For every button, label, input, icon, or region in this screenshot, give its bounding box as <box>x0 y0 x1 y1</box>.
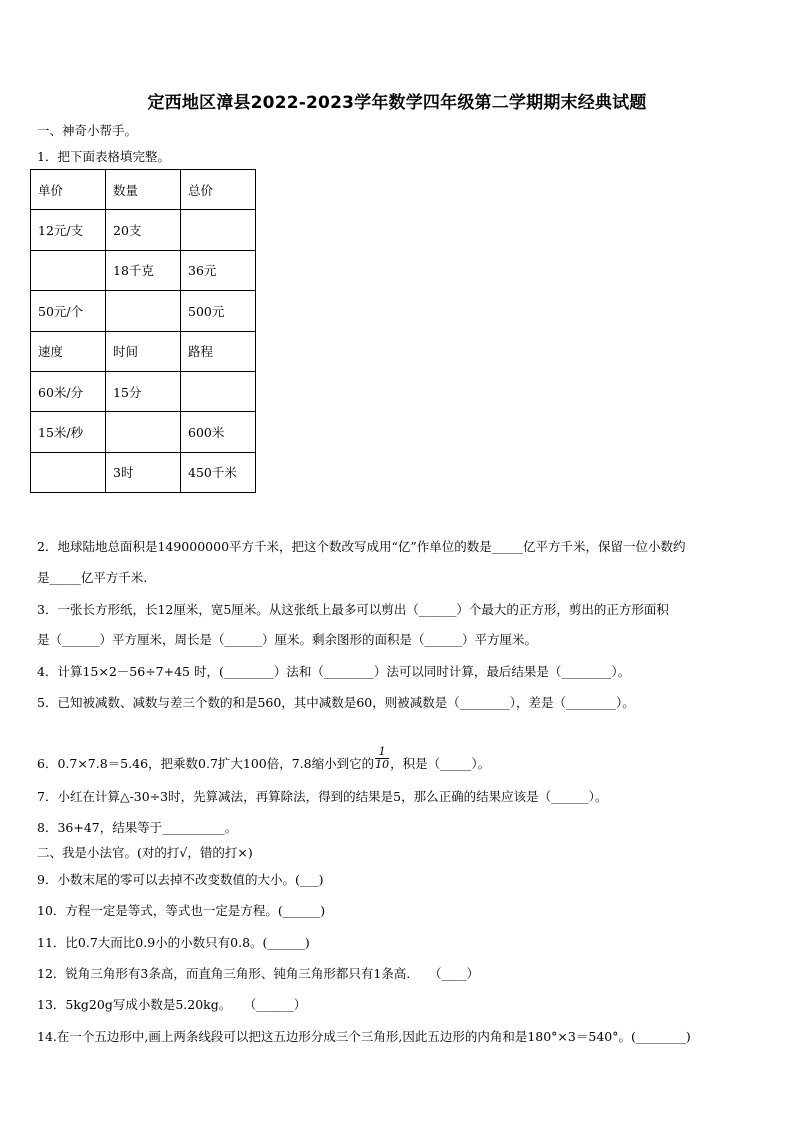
question-6-text: 6．0.7×7.8＝5.46，把乘数0.7扩大100倍，7.8缩小到它的 <box>37 756 375 771</box>
question-2-line-1: 2．地球陆地总面积是149000000平方千米，把这个数改写成用“亿”作单位的数是_____亿平方千米，保留一位小数约 <box>37 539 686 554</box>
table-cell: 单价 <box>31 170 106 210</box>
question-10: 10．方程一定是等式，等式也一定是方程。(______) <box>37 903 326 918</box>
question-3-line-1: 3．一张长方形纸，长12厘米，宽5厘米。从这张纸上最多可以剪出（______）个最大的正方形，剪出的正方形面积 <box>37 602 669 617</box>
question-3-line-2: 是（______）平方厘米，周长是（______）厘米。剩余图形的面积是（______）平方厘米。 <box>37 632 538 647</box>
table-cell: 15分 <box>106 371 181 411</box>
table-cell: 500元 <box>181 291 256 331</box>
question-13: 13．5kg20g写成小数是5.20kg。 （______） <box>37 997 307 1012</box>
question-12: 12．锐角三角形有3条高，而直角三角形、钝角三角形都只有1条高. （____） <box>37 966 480 981</box>
page-title: 定西地区漳县2022-2023学年数学四年级第二学期期末经典试题 <box>147 93 647 113</box>
question-11: 11．比0.7大而比0.9小的小数只有0.8。(______) <box>37 935 310 950</box>
question-14: 14.在一个五边形中,画上两条线段可以把这五边形分成三个三角形,因此五边形的内角和是180°×3＝540°。(________) <box>37 1029 691 1044</box>
table-cell: 20支 <box>106 210 181 250</box>
table-row <box>31 331 256 371</box>
fraction-numerator: 1 <box>375 746 389 759</box>
question-8: 8．36+47，结果等于__________。 <box>37 820 238 835</box>
table-row <box>31 170 256 210</box>
question-9: 9．小数末尾的零可以去掉不改变数值的大小。(___) <box>37 872 324 887</box>
table-cell: 12元/支 <box>31 210 106 250</box>
question-7: 7．小红在计算△-30÷3时，先算减法，再算除法，得到的结果是5，那么正确的结果应该是（______）。 <box>37 789 608 804</box>
table-cell: 3时 <box>106 452 181 492</box>
table-row <box>31 291 256 331</box>
table-row <box>31 452 256 492</box>
table-row <box>31 371 256 411</box>
question-6 <box>37 745 491 777</box>
fraction-denominator: 10 <box>375 758 390 771</box>
table-cell <box>31 452 106 492</box>
question-4: 4．计算15×2－56÷7+45 时，(________）法和（________）法可以同时计算，最后结果是（________）。 <box>37 664 631 679</box>
section-2-heading: 二、我是小法官。(对的打√，错的打×) <box>37 845 253 860</box>
table-row <box>31 210 256 250</box>
table-cell <box>31 250 106 290</box>
fraction-one-tenth <box>375 746 389 771</box>
table-cell: 速度 <box>31 331 106 371</box>
table-cell: 600米 <box>181 412 256 452</box>
table-cell <box>181 210 256 250</box>
table-cell: 18千克 <box>106 250 181 290</box>
table-row <box>31 412 256 452</box>
table-cell: 60米/分 <box>31 371 106 411</box>
section-1-heading: 一、神奇小帮手。 <box>37 123 138 138</box>
table-cell: 数量 <box>106 170 181 210</box>
question-5: 5．已知被减数、减数与差三个数的和是560，其中减数是60，则被减数是（________），差是（________）。 <box>37 695 635 710</box>
table-cell: 15米/秒 <box>31 412 106 452</box>
question-2-line-2: 是_____亿平方千米. <box>37 570 148 585</box>
table-row <box>31 250 256 290</box>
table-cell <box>106 291 181 331</box>
table-cell: 50元/个 <box>31 291 106 331</box>
question-6-tail: ，积是（_____）。 <box>390 756 491 771</box>
table-cell: 36元 <box>181 250 256 290</box>
table-cell <box>181 371 256 411</box>
fill-table <box>30 169 256 493</box>
table-cell: 时间 <box>106 331 181 371</box>
table-cell <box>106 412 181 452</box>
question-1: 1．把下面表格填完整。 <box>37 149 170 164</box>
table-cell: 路程 <box>181 331 256 371</box>
table-cell: 总价 <box>181 170 256 210</box>
table-cell: 450千米 <box>181 452 256 492</box>
